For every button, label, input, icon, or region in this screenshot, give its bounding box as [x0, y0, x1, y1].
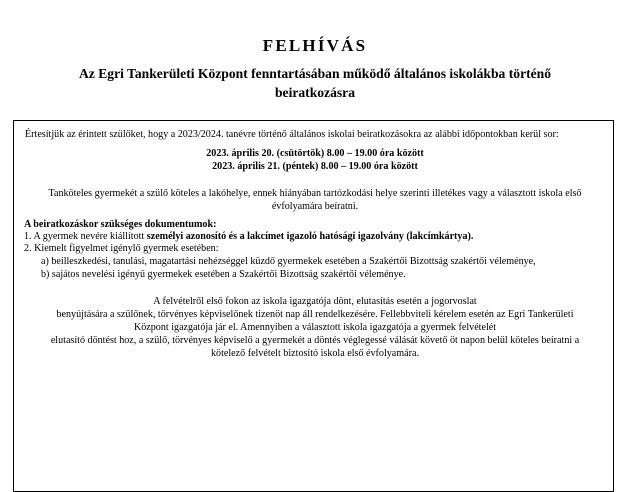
page-subtitle: Az Egri Tankerületi Központ fenntartásában működő általános iskolákba történő beiratkozásra — [78, 66, 552, 100]
document-item-1-text: 1. A gyermek nevére kiállított — [24, 231, 147, 242]
documents-heading: A beiratkozáskor szükséges dokumentumok: — [24, 219, 217, 230]
document-item-2b: b) sajátos nevelési igényű gyermekek esetében a Szakértői Bizottság szakértői véleménye. — [41, 269, 406, 280]
admission-line-1: A felvételről első fokon az iskola igazgatója dönt, elutasítás esetén a jogorvoslat — [153, 296, 477, 307]
admission-line-5: kötelező felvételt biztosító iskola első évfolyamára. — [211, 348, 419, 359]
document-item-2: 2. Kiemelt figyelmet igénylő gyermek esetében: — [24, 243, 219, 254]
admission-line-3: Központ igazgatója jár el. Amennyiben a választott iskola igazgatója a gyermek felvételét — [133, 322, 497, 333]
document-item-2a: a) beilleszkedési, tanulási, magatartási nehézséggel küzdő gyermekek esetében a Szakértői Bizottság szakértői véleménye, — [41, 256, 536, 267]
date-line-2: 2023. április 21. (péntek) 8.00 – 19.00 óra között — [212, 161, 418, 172]
obligation-line-2: évfolyamára beíratni. — [271, 201, 359, 212]
date-line-1: 2023. április 20. (csütörtök) 8.00 – 19.00 óra között — [206, 148, 424, 159]
document-item-1-emphasis: személyi azonosító és a lakcímet igazoló hatósági igazolvány (lakcímkártya). — [146, 231, 474, 242]
page-title: FELHÍVÁS — [262, 36, 368, 55]
admission-line-2: benyújtására a szülőnek, törvényes képviselőnek tizenöt nap áll rendelkezésére. Fellebbviteli kérelem esetén az Egri Tankerületi — [56, 309, 574, 320]
intro-text: Értesítjük az érintett szülőket, hogy a 2023/2024. tanévre történő általános iskolai beiratkozásokra az alábbi időpontokban kerül sor: — [25, 129, 559, 140]
admission-line-4: elutasító döntést hoz, a szülő, törvényes képviselő a gyermekét a döntés véglegessé válását követő öt napon belül köteles beíratni a — [50, 335, 580, 346]
obligation-line-1: Tanköteles gyermekét a szülő köteles a lakóhelye, ennek hiányában tartózkodási helye szerinti illetékes vagy a választott iskola első — [48, 188, 582, 199]
